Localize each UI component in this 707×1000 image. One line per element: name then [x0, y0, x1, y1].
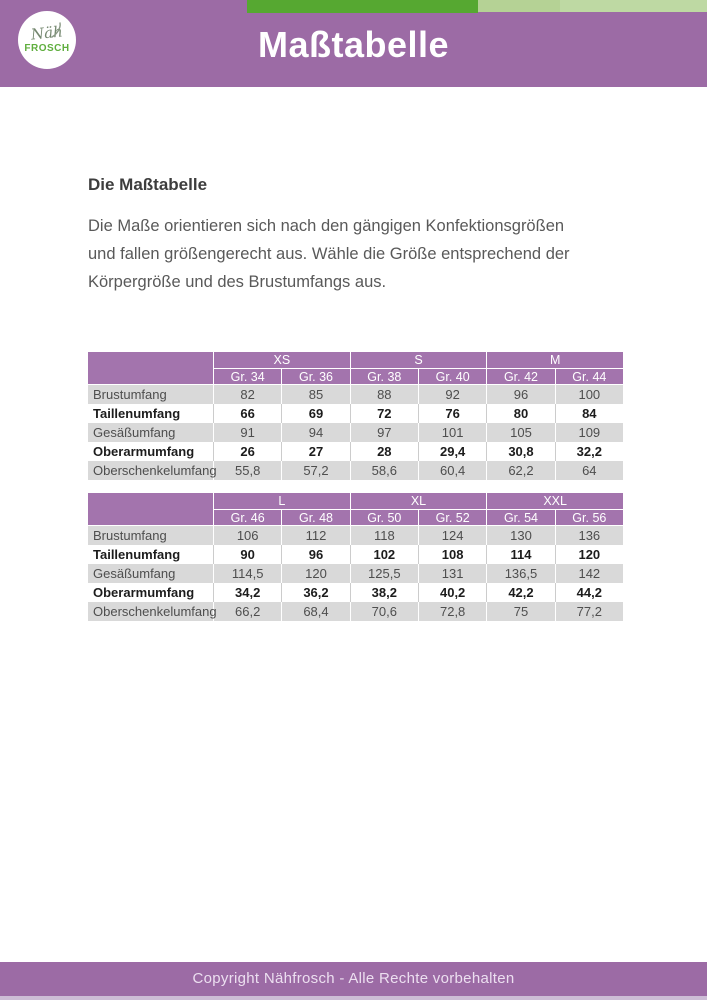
size-col-header: Gr. 50 [350, 509, 418, 526]
measure-row [88, 602, 623, 621]
measure-value: 124 [418, 526, 486, 545]
copyright-text: Copyright Nähfrosch - Alle Rechte vorbehalten [192, 970, 515, 987]
size-tables [88, 352, 707, 621]
logo-script-text: Näh [30, 22, 64, 44]
measure-value: 118 [350, 526, 418, 545]
measure-value: 38,2 [350, 583, 418, 602]
measure-row [88, 385, 623, 404]
measure-value: 27 [281, 442, 349, 461]
measure-value: 28 [350, 442, 418, 461]
measure-value: 29,4 [418, 442, 486, 461]
measure-value: 96 [486, 385, 554, 404]
needle-swash-icon [48, 22, 62, 40]
size-table-2 [88, 493, 623, 621]
measure-value: 69 [281, 404, 349, 423]
measure-value: 57,2 [281, 461, 349, 480]
nahfrosch-logo [18, 11, 76, 69]
size-col-header: Gr. 52 [418, 509, 486, 526]
measure-value: 136 [555, 526, 623, 545]
measure-label: Oberschenkelumfang [88, 461, 213, 480]
size-group-header: L [213, 493, 350, 509]
size-group-header: XL [350, 493, 487, 509]
measure-value: 72,8 [418, 602, 486, 621]
corner-cell [88, 352, 213, 385]
measure-value: 120 [281, 564, 349, 583]
measure-value: 80 [486, 404, 554, 423]
measure-value: 84 [555, 404, 623, 423]
page-title: Maßtabelle [257, 24, 450, 65]
measure-label: Gesäßumfang [88, 564, 213, 583]
size-col-header: Gr. 42 [486, 368, 554, 385]
measure-value: 76 [418, 404, 486, 423]
measure-value: 105 [486, 423, 554, 442]
measure-value: 136,5 [486, 564, 554, 583]
measure-value: 40,2 [418, 583, 486, 602]
size-group-header: S [350, 352, 487, 368]
measure-row [88, 564, 623, 583]
measure-value: 26 [213, 442, 281, 461]
measure-value: 131 [418, 564, 486, 583]
measure-row [88, 442, 623, 461]
measure-value: 120 [555, 545, 623, 564]
measure-label: Brustumfang [88, 385, 213, 404]
size-table-1 [88, 352, 623, 480]
measure-value: 34,2 [213, 583, 281, 602]
size-group-header: XS [213, 352, 350, 368]
measure-value: 55,8 [213, 461, 281, 480]
measure-value: 142 [555, 564, 623, 583]
measure-value: 88 [350, 385, 418, 404]
measure-value: 94 [281, 423, 349, 442]
intro-paragraph: Die Maße orientieren sich nach den gängigen Konfektionsgrößen und fallen größengerecht aus. Wähle die Größe entsprechend der Körpergröße und des Brustumfangs aus. [88, 217, 570, 291]
measure-value: 32,2 [555, 442, 623, 461]
measure-value: 114,5 [213, 564, 281, 583]
measure-label: Brustumfang [88, 526, 213, 545]
measure-value: 70,6 [350, 602, 418, 621]
accent-segment-dark-green [247, 0, 478, 13]
size-col-header: Gr. 48 [281, 509, 349, 526]
measure-value: 97 [350, 423, 418, 442]
measure-value: 90 [213, 545, 281, 564]
size-col-header: Gr. 54 [486, 509, 554, 526]
measure-row [88, 461, 623, 480]
size-group-header: M [486, 352, 623, 368]
accent-segment-light-green [478, 0, 560, 12]
size-group-row [88, 352, 623, 368]
size-col-header: Gr. 38 [350, 368, 418, 385]
corner-cell [88, 493, 213, 526]
size-col-header: Gr. 40 [418, 368, 486, 385]
size-group-header: XXL [486, 493, 623, 509]
size-col-header: Gr. 56 [555, 509, 623, 526]
page-footer [0, 962, 707, 996]
measure-value: 109 [555, 423, 623, 442]
measure-label: Gesäßumfang [88, 423, 213, 442]
measure-value: 36,2 [281, 583, 349, 602]
measure-row [88, 583, 623, 602]
measure-value: 100 [555, 385, 623, 404]
measure-value: 125,5 [350, 564, 418, 583]
measure-value: 101 [418, 423, 486, 442]
measure-label: Oberarmumfang [88, 583, 213, 602]
measure-value: 64 [555, 461, 623, 480]
measure-value: 77,2 [555, 602, 623, 621]
measure-value: 91 [213, 423, 281, 442]
measure-value: 42,2 [486, 583, 554, 602]
measure-label: Taillenumfang [88, 404, 213, 423]
measure-label: Oberschenkelumfang [88, 602, 213, 621]
measure-value: 106 [213, 526, 281, 545]
measure-value: 72 [350, 404, 418, 423]
measure-value: 68,4 [281, 602, 349, 621]
measure-value: 62,2 [486, 461, 554, 480]
measure-row [88, 545, 623, 564]
measure-value: 92 [418, 385, 486, 404]
size-col-header: Gr. 34 [213, 368, 281, 385]
page-header [0, 0, 707, 87]
measure-row [88, 404, 623, 423]
measure-value: 108 [418, 545, 486, 564]
measure-value: 96 [281, 545, 349, 564]
size-col-header: Gr. 36 [281, 368, 349, 385]
measure-value: 102 [350, 545, 418, 564]
measure-value: 85 [281, 385, 349, 404]
section-heading: Die Maßtabelle [88, 175, 208, 194]
measure-value: 30,8 [486, 442, 554, 461]
measure-value: 58,6 [350, 461, 418, 480]
measure-value: 66 [213, 404, 281, 423]
measure-value: 75 [486, 602, 554, 621]
size-group-row [88, 493, 623, 509]
measure-value: 60,4 [418, 461, 486, 480]
page-bottom-strip [0, 996, 707, 1000]
measure-row [88, 526, 623, 545]
logo-brand-text: FROSCH [24, 43, 70, 54]
measure-row [88, 423, 623, 442]
measure-value: 82 [213, 385, 281, 404]
accent-segment-pale-green [560, 0, 707, 12]
size-col-header: Gr. 46 [213, 509, 281, 526]
header-accent-bar [247, 0, 707, 13]
measure-value: 44,2 [555, 583, 623, 602]
measure-value: 114 [486, 545, 554, 564]
measure-value: 112 [281, 526, 349, 545]
measure-label: Taillenumfang [88, 545, 213, 564]
document-body [0, 175, 707, 621]
measure-label: Oberarmumfang [88, 442, 213, 461]
measure-value: 130 [486, 526, 554, 545]
size-col-header: Gr. 44 [555, 368, 623, 385]
measure-value: 66,2 [213, 602, 281, 621]
